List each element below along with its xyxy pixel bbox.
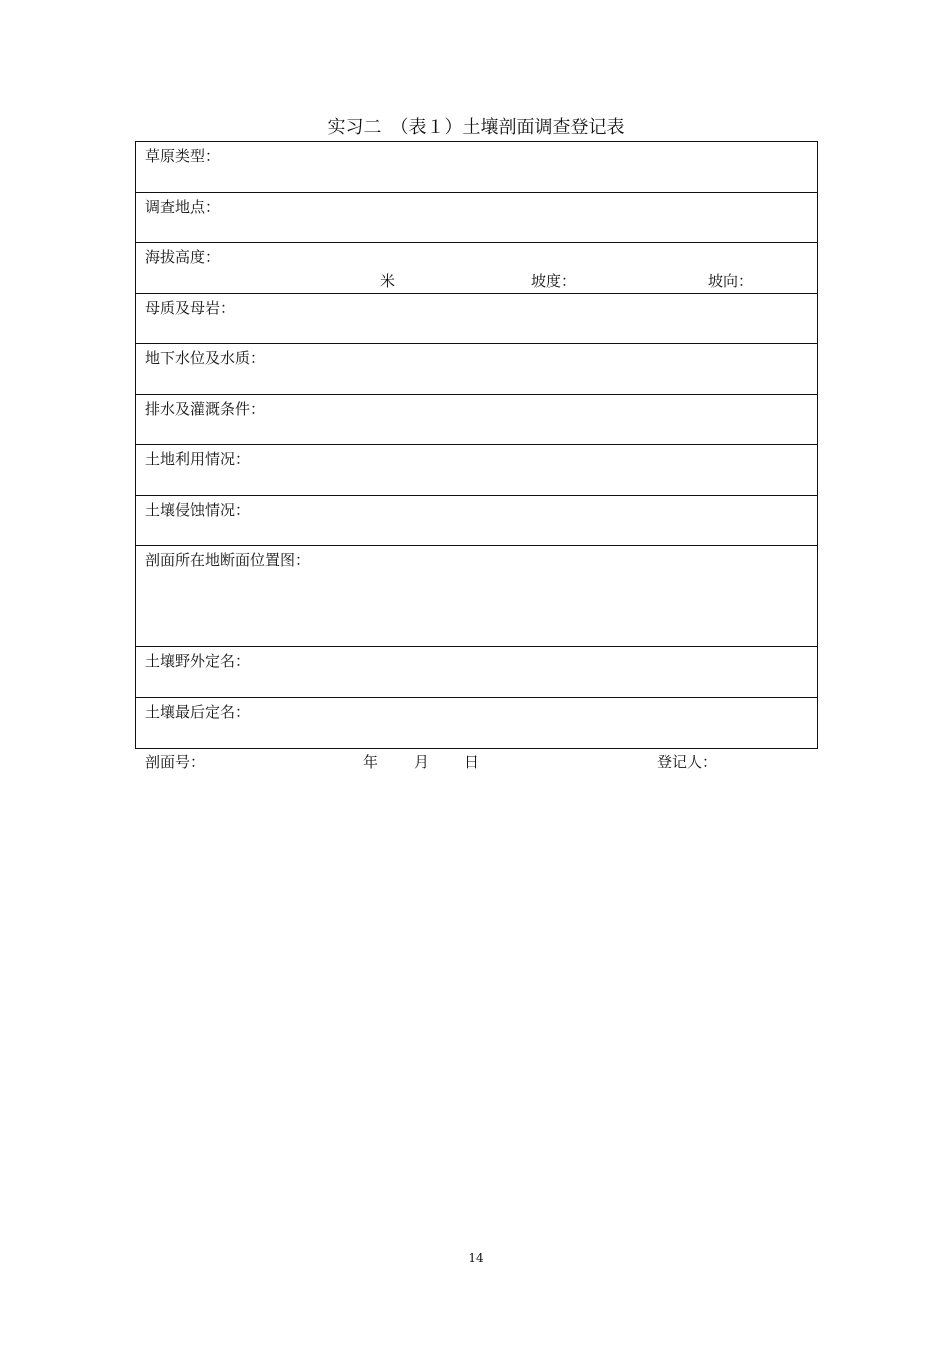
row-grassland-type [136,142,817,193]
land-use-label: 土地利用情况： [145,450,251,468]
row-final-soil-name [136,698,817,749]
final-soil-name-label: 土壤最后定名： [145,702,251,721]
form-title: 实习二 （表１）土壤剖面调查登记表 [327,117,625,138]
recorder-label: 登记人： [657,753,718,771]
altitude-unit-label: 米 [380,272,396,290]
field-soil-name-label: 土壤野外定名： [145,652,251,670]
page-number: 14 [468,1251,484,1265]
row-altitude [136,243,817,294]
soil-profile-survey-form [135,141,818,749]
survey-location-label: 调查地点： [145,197,221,216]
year-label: 年 [363,753,379,771]
row-groundwater [136,344,817,395]
altitude-label: 海拔高度： [145,248,221,266]
row-drainage-irrigation [136,395,817,446]
drainage-irrigation-label: 排水及灌溉条件： [145,399,266,418]
row-land-use [136,445,817,496]
aspect-label: 坡向： [708,272,754,290]
row-survey-location [136,193,817,244]
slope-label: 坡度： [531,272,577,290]
month-label: 月 [414,753,430,771]
grassland-type-label: 草原类型： [145,147,221,165]
groundwater-label: 地下水位及水质： [145,349,266,367]
row-parent-material [136,294,817,345]
parent-material-label: 母质及母岩： [145,298,236,317]
day-label: 日 [464,753,480,771]
profile-number-label: 剖面号： [145,753,206,771]
row-section-location-map [136,546,817,647]
section-location-map-label: 剖面所在地断面位置图： [145,551,311,569]
row-soil-erosion [136,496,817,547]
row-field-soil-name [136,647,817,698]
soil-erosion-label: 土壤侵蚀情况： [145,500,251,519]
